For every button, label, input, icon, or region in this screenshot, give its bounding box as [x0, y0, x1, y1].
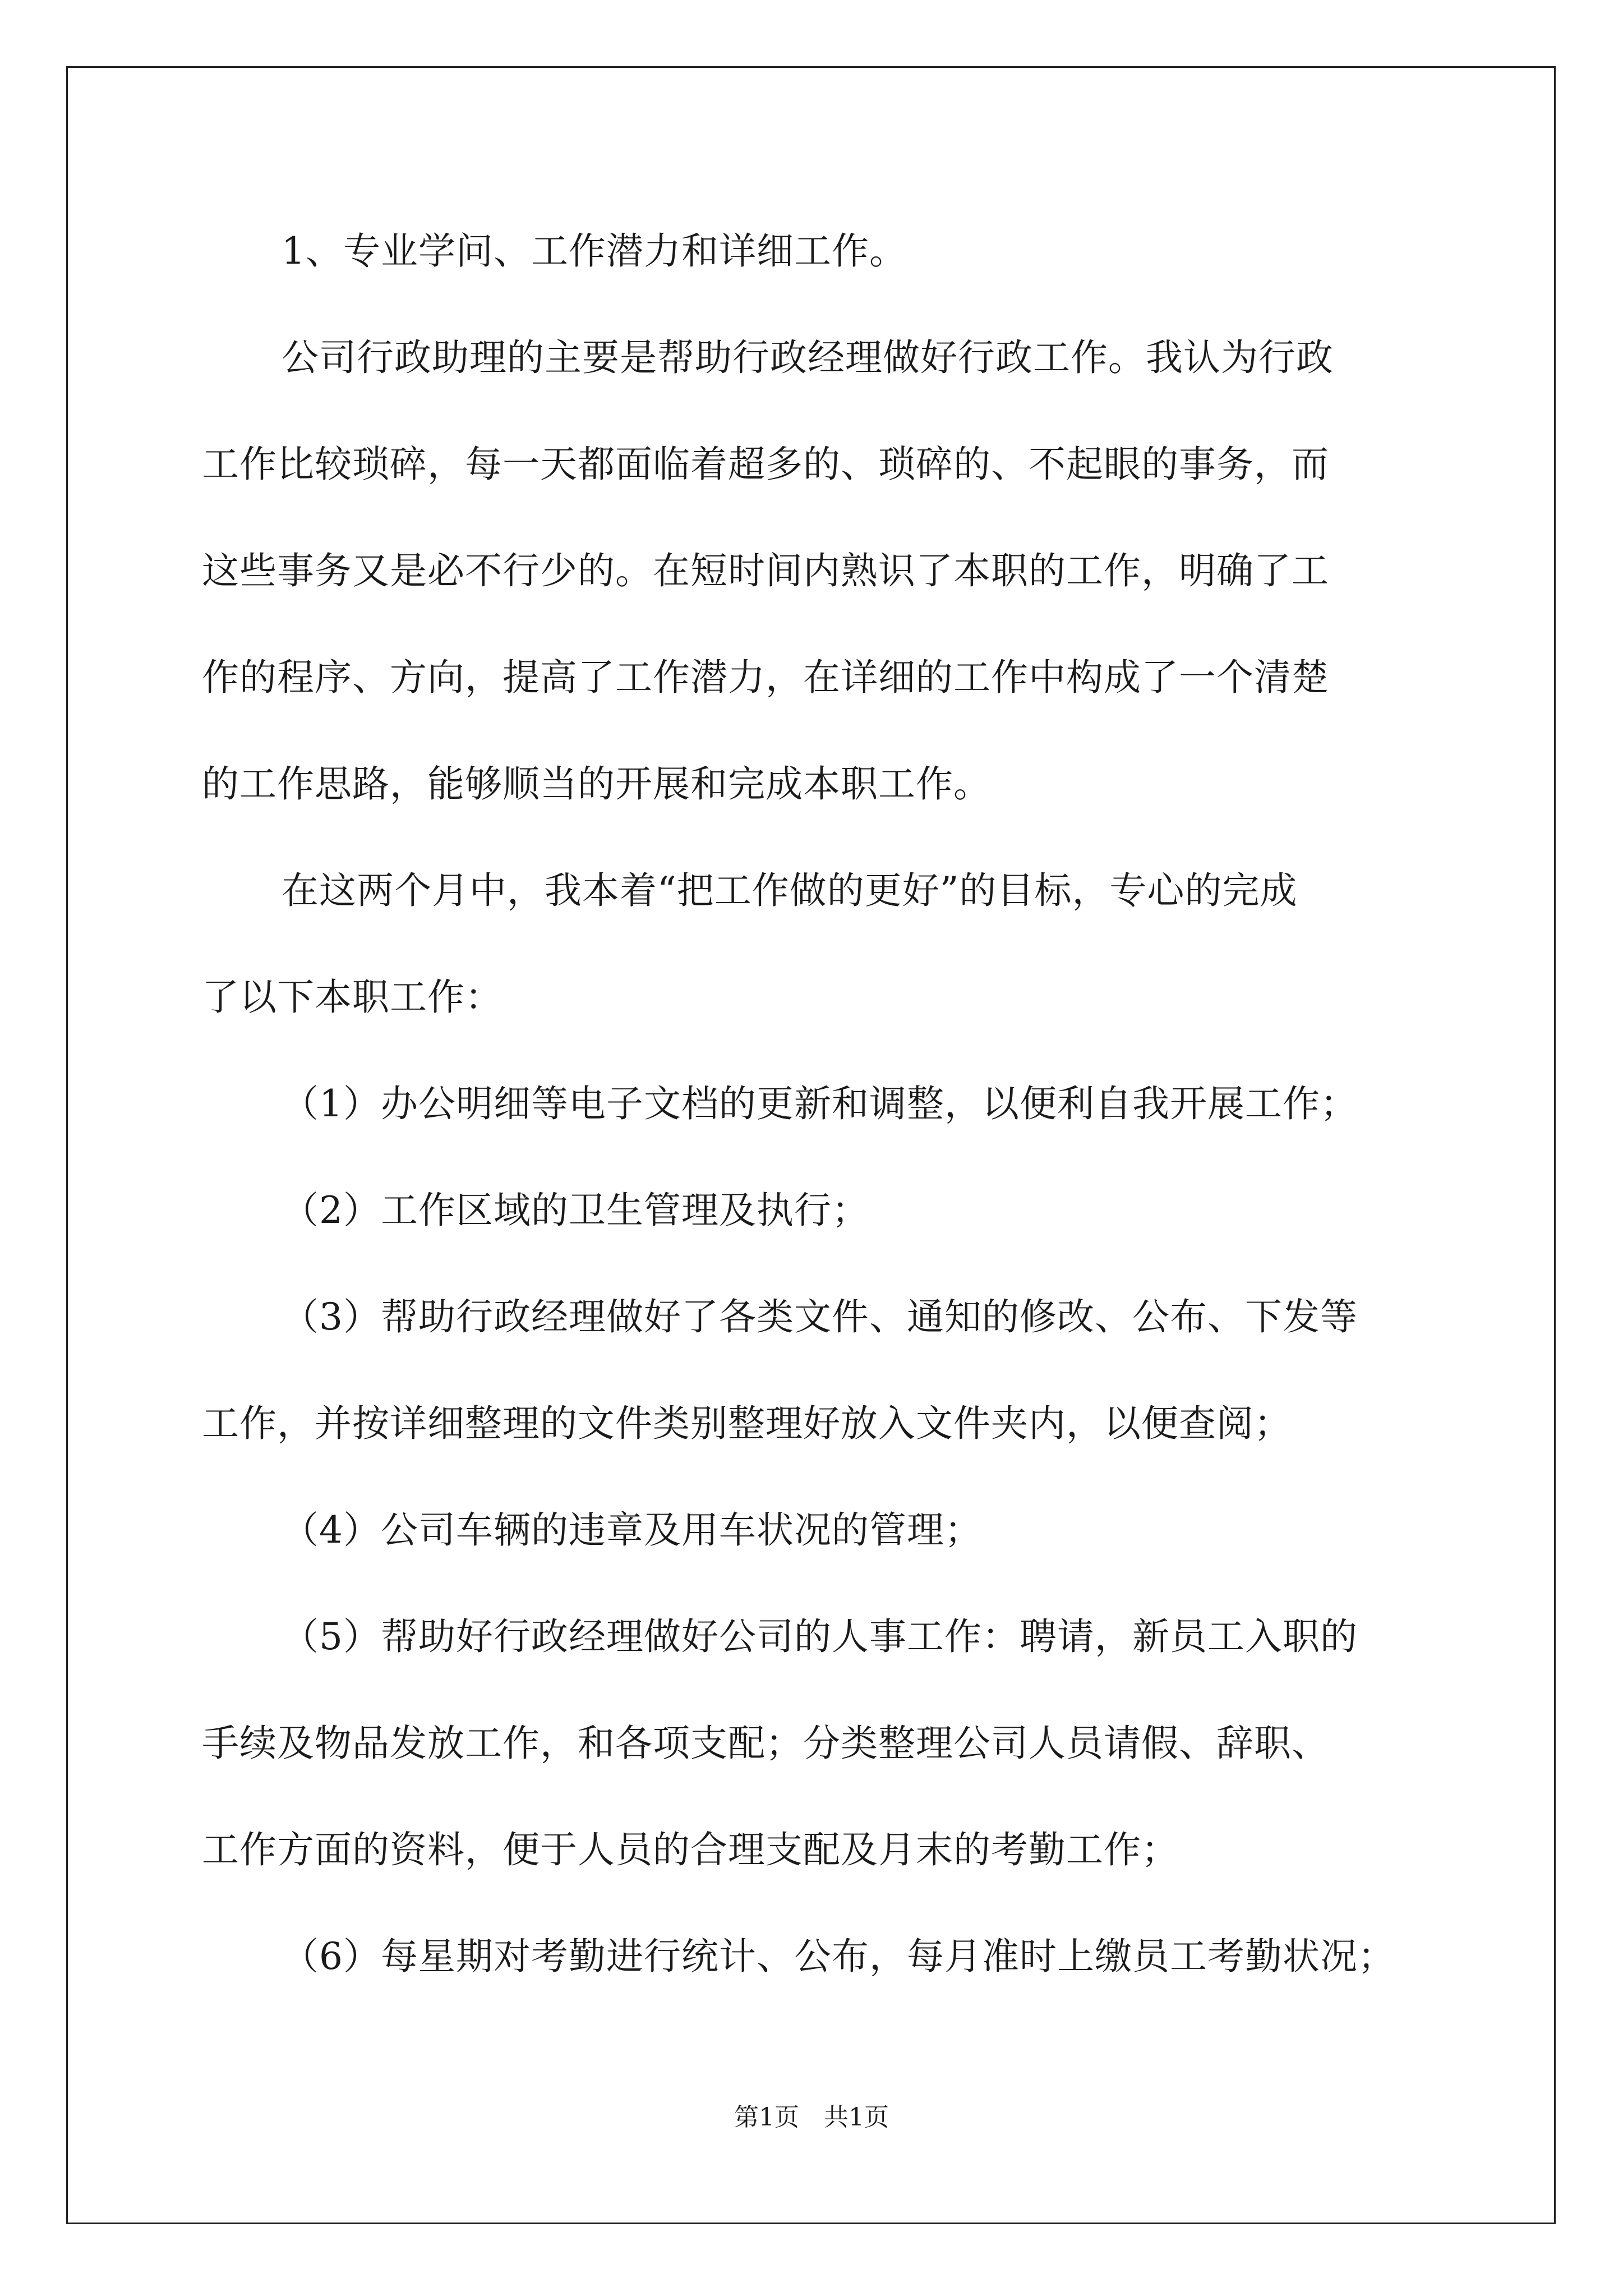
paragraph-line: 的工作思路，能够顺当的开展和完成本职工作。: [202, 762, 991, 806]
paragraph-line: 在这两个月中，我本着“把工作做的更好”的目标，专心的完成: [282, 869, 1298, 912]
list-item: （3）帮助行政经理做好了各类文件、通知的修改、公布、下发等: [282, 1295, 1358, 1338]
paragraph-line: 了以下本职工作：: [202, 976, 502, 1019]
list-item: （1）办公明细等电子文档的更新和调整，以便利自我开展工作；: [282, 1082, 1358, 1125]
document-body: [202, 218, 1424, 2030]
list-item-continuation: 工作，并按详细整理的文件类别整理好放入文件夹内，以便查阅；: [202, 1402, 1292, 1445]
list-item: （4）公司车辆的违章及用车状况的管理；: [282, 1508, 982, 1552]
paragraph-line: 工作比较琐碎，每一天都面临着超多的、琐碎的、不起眼的事务，而: [202, 443, 1329, 486]
paragraph-line: 作的程序、方向，提高了工作潜力，在详细的工作中构成了一个清楚: [202, 656, 1329, 699]
list-item-continuation: 手续及物品发放工作，和各项支配；分类整理公司人员请假、辞职、: [202, 1722, 1329, 1765]
paragraph-line: 这些事务又是必不行少的。在短时间内熟识了本职的工作，明确了工: [202, 549, 1329, 592]
paragraph-line: 1、专业学问、工作潜力和详细工作。: [282, 229, 907, 273]
list-item: （6）每星期对考勤进行统计、公布，每月准时上缴员工考勤状况；: [282, 1935, 1395, 1978]
list-item-continuation: 工作方面的资料，便于人员的合理支配及月末的考勤工作；: [202, 1828, 1179, 1871]
list-item: （5）帮助好行政经理做好公司的人事工作：聘请，新员工入职的: [282, 1615, 1358, 1658]
list-item: （2）工作区域的卫生管理及执行；: [282, 1189, 869, 1232]
page-footer: 第1页 共1页: [734, 2103, 889, 2132]
paragraph-line: 公司行政助理的主要是帮助行政经理做好行政工作。我认为行政: [282, 336, 1334, 379]
